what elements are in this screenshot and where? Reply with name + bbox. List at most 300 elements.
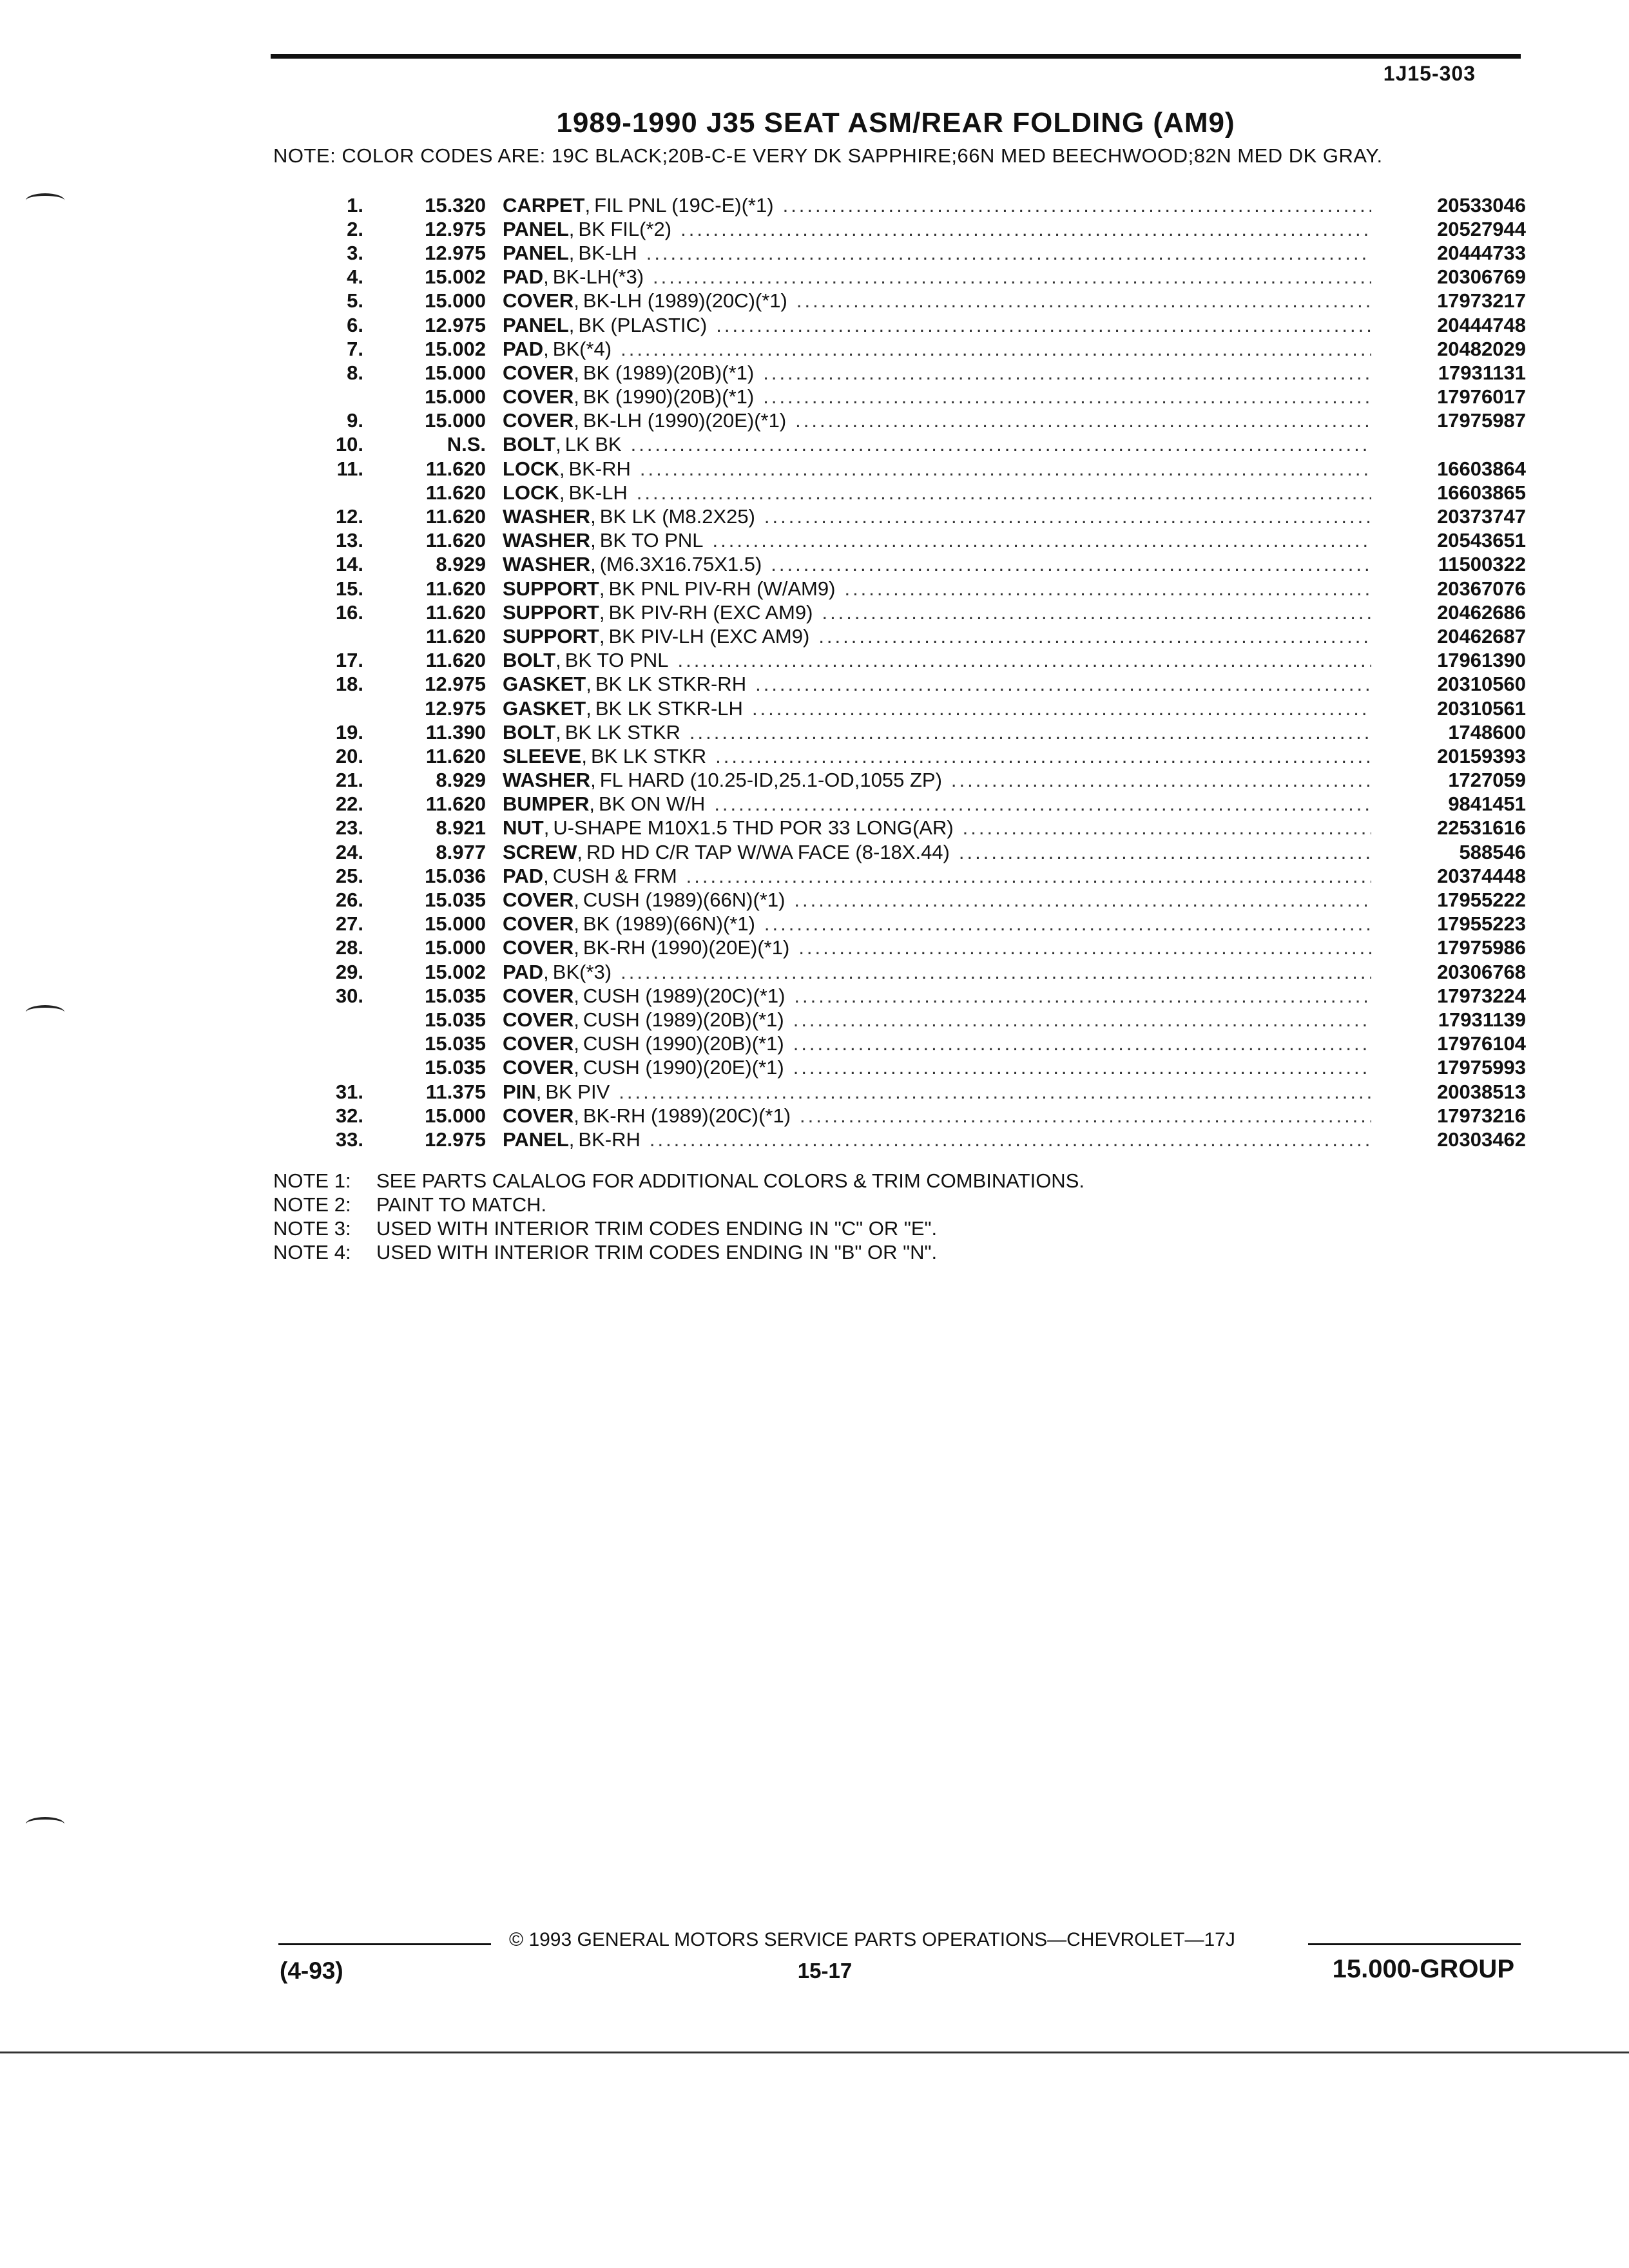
part-detail: BK LK STKR [564,720,680,744]
part-row [273,769,1526,793]
part-detail: FIL PNL (19C-E)(*1) [594,193,774,216]
part-separator: , [559,457,565,480]
part-separator: , [543,337,549,360]
part-description [503,457,1391,481]
part-row [273,984,1526,1008]
dot-leader [959,841,1371,864]
part-separator: , [555,720,561,744]
part-ref-number: 2. [347,217,363,240]
part-group-number: 15.000 [425,1104,486,1127]
part-detail: BK-RH (1990)(20E)(*1) [583,936,790,959]
part-group-number: 15.035 [425,889,486,912]
part-name: WASHER [503,505,591,528]
part-ref-number: 13. [335,529,363,552]
part-ref-number: 26. [335,889,363,912]
part-name: WASHER [503,769,591,792]
dot-leader [678,649,1371,672]
part-separator: , [555,649,561,672]
part-separator: , [589,793,595,816]
part-ref-number: 30. [335,984,363,1007]
part-ref-number: 28. [335,936,363,959]
part-detail: BK (PLASTIC) [578,313,708,336]
part-separator: , [543,265,549,289]
part-row [273,409,1526,433]
part-name: CARPET [503,193,585,216]
footnote-label: NOTE 3: [273,1217,351,1240]
part-name: COVER [503,409,574,432]
part-description [503,1008,1391,1032]
part-number: 17955223 [1437,912,1526,936]
part-number: 17975987 [1437,409,1526,432]
dot-leader [793,1008,1371,1032]
dot-leader [795,409,1371,432]
dot-leader [818,625,1371,648]
part-separator: , [574,409,579,432]
part-number: 20306768 [1437,960,1526,983]
part-ref-number: 17. [335,649,363,672]
part-row [273,1128,1526,1151]
part-description [503,361,1391,385]
part-ref-number: 22. [335,793,363,816]
dot-leader [793,1032,1371,1055]
footnote [273,1216,1084,1240]
part-description [503,289,1391,312]
part-row [273,505,1526,528]
part-name: SUPPORT [503,624,599,648]
part-number: 9841451 [1448,793,1526,816]
part-description [503,745,1391,768]
part-description [503,601,1391,624]
part-row [273,720,1526,744]
dot-leader [621,338,1371,361]
part-ref-number: 15. [335,577,363,600]
part-group-number: 15.036 [425,864,486,887]
part-separator: , [568,217,575,240]
part-number: 20038513 [1437,1080,1526,1103]
part-ref-number: 19. [335,720,363,744]
part-description [503,769,1391,792]
part-separator: , [574,1056,579,1079]
part-detail: BK PIV-RH (EXC AM9) [608,601,813,624]
part-row [273,936,1526,960]
part-number: 20482029 [1437,337,1526,360]
footnote-text: SEE PARTS CALALOG FOR ADDITIONAL COLORS & TRIM COMBINATIONS. [376,1169,1084,1192]
part-detail: BK (1989)(66N)(*1) [583,912,755,936]
part-name: PANEL [503,217,569,240]
part-ref-number: 8. [347,361,363,384]
part-number: 17931131 [1438,361,1526,384]
part-detail: CUSH & FRM [552,864,677,887]
part-description [503,481,1391,505]
part-number: 20444748 [1437,313,1526,336]
dot-leader [783,194,1371,217]
part-row [273,313,1526,337]
dot-leader [793,1056,1371,1079]
footnote-label: NOTE 2: [273,1193,351,1216]
part-separator: , [543,960,549,983]
part-separator: , [574,361,579,384]
top-rule [271,54,1521,59]
dot-leader [653,265,1371,289]
part-number: 20310560 [1437,673,1526,696]
part-number: 20462687 [1437,624,1526,648]
part-number: 17973224 [1437,984,1526,1007]
part-detail: BK PIV [545,1080,610,1103]
part-separator: , [584,193,591,216]
part-detail: BK PNL PIV-RH (W/AM9) [608,577,836,600]
dot-leader [631,433,1371,456]
part-ref-number: 31. [335,1080,363,1103]
part-row [273,1056,1526,1080]
part-name: COVER [503,1056,574,1079]
part-description [503,505,1391,528]
footer-rule-right [1308,1943,1521,1945]
part-row [273,193,1526,217]
dot-leader [798,936,1371,959]
dot-leader [689,721,1371,744]
part-ref-number: 27. [335,912,363,936]
dot-leader [763,385,1371,408]
part-description [503,218,1391,241]
part-name: COVER [503,289,574,312]
part-description [503,985,1391,1008]
page-number: 15-17 [797,1959,853,1983]
part-row [273,577,1526,601]
part-name: COVER [503,889,574,912]
dot-leader [680,218,1371,241]
part-group-number: 15.000 [425,361,486,384]
part-row [273,1080,1526,1104]
part-separator: , [568,241,575,264]
part-row [273,673,1526,697]
part-number: 17973216 [1437,1104,1526,1127]
part-detail: BK-RH (1989)(20C)(*1) [583,1104,791,1127]
part-number: 20527944 [1437,217,1526,240]
part-row [273,697,1526,720]
part-description [503,409,1391,432]
part-name: COVER [503,984,574,1007]
part-separator: , [599,601,605,624]
dot-leader [619,1081,1371,1104]
part-group-number: 15.002 [425,265,486,289]
part-detail: BK-LH(*3) [552,265,644,289]
part-name: BOLT [503,720,556,744]
part-detail: CUSH (1990)(20E)(*1) [583,1056,784,1079]
part-row [273,265,1526,289]
part-ref-number: 20. [335,744,363,767]
part-description [503,649,1391,672]
part-description [503,385,1391,408]
part-description [503,793,1391,816]
dot-leader [800,1104,1371,1128]
part-number: 20303462 [1437,1128,1526,1151]
part-number: 17973217 [1437,289,1526,312]
part-description [503,1081,1391,1104]
dot-leader [637,481,1371,505]
part-group-number: 11.620 [425,649,486,672]
part-row [273,553,1526,577]
part-name: COVER [503,1032,574,1055]
part-separator: , [574,1104,579,1127]
date-code: (4-93) [280,1957,343,1984]
part-number: 20462686 [1437,601,1526,624]
part-description [503,889,1391,912]
part-group-number: 12.975 [425,1128,486,1151]
part-name: PAD [503,265,544,289]
part-separator: , [590,529,596,552]
part-description [503,816,1391,840]
part-row [273,1008,1526,1032]
part-name: BUMPER [503,793,590,816]
binder-hole-mark [26,1817,64,1831]
part-separator: , [581,744,587,767]
part-description [503,265,1391,289]
part-group-number: 12.975 [425,217,486,240]
part-ref-number: 18. [335,673,363,696]
part-name: COVER [503,385,574,408]
footnote-text: PAINT TO MATCH. [376,1193,547,1216]
part-row [273,289,1526,313]
part-number: 17931139 [1438,1008,1526,1031]
part-separator: , [543,816,550,840]
part-detail: BK-LH [568,481,628,504]
dot-leader [794,985,1371,1008]
part-detail: BK LK STKR [590,744,707,767]
part-detail: BK LK STKR-LH [595,697,743,720]
parts-list [273,193,1526,1152]
part-detail: RD HD C/R TAP W/WA FACE (8-18X.44) [586,840,950,863]
part-row [273,457,1526,481]
part-detail: BK TO PNL [599,529,704,552]
part-description [503,912,1391,936]
part-number: 1748600 [1448,720,1526,744]
part-group-number: 11.375 [425,1080,486,1103]
part-detail: BK(*3) [552,960,612,983]
part-number: 20444733 [1437,241,1526,264]
part-description [503,936,1391,959]
part-group-number: N.S. [447,433,486,456]
dot-leader [752,697,1371,720]
part-separator: , [599,624,605,648]
part-name: GASKET [503,673,586,696]
part-ref-number: 24. [335,840,363,863]
footnote [273,1169,1084,1193]
part-number: 20533046 [1437,193,1526,216]
part-ref-number: 16. [335,601,363,624]
part-detail: BK-RH [568,457,631,480]
dot-leader [715,745,1371,768]
part-separator: , [559,481,565,504]
part-number: 17975986 [1437,936,1526,959]
part-detail: BK LK (M8.2X25) [599,505,755,528]
part-group-number: 11.620 [425,744,486,767]
part-detail: CUSH (1989)(20B)(*1) [583,1008,784,1031]
part-ref-number: 25. [335,864,363,887]
part-group-number: 15.320 [425,193,486,216]
part-row [273,481,1526,505]
dot-leader [640,457,1371,481]
footnote-text: USED WITH INTERIOR TRIM CODES ENDING IN "C" OR "E". [376,1217,938,1240]
part-name: LOCK [503,457,559,480]
part-name: PAD [503,960,544,983]
part-group-number: 15.035 [425,1032,486,1055]
part-name: COVER [503,361,574,384]
part-group-number: 15.002 [425,960,486,983]
part-separator: , [574,385,579,408]
part-name: SLEEVE [503,744,582,767]
part-ref-number: 4. [347,265,363,289]
part-name: WASHER [503,529,591,552]
part-ref-number: 21. [335,769,363,792]
part-separator: , [574,1008,579,1031]
part-row [273,864,1526,888]
part-detail: BK-LH [578,241,637,264]
part-separator: , [543,864,549,887]
part-ref-number: 3. [347,241,363,264]
part-ref-number: 7. [347,337,363,360]
part-detail: (M6.3X16.75X1.5) [599,553,762,576]
footnote-label: NOTE 4: [273,1241,351,1264]
part-group-number: 11.390 [425,720,486,744]
part-description [503,673,1391,696]
part-separator: , [590,553,596,576]
part-number: 588546 [1459,840,1526,863]
part-separator: , [568,1128,575,1151]
part-name: SUPPORT [503,577,599,600]
part-group-number: 12.975 [425,673,486,696]
dot-leader [713,529,1371,552]
part-ref-number: 9. [347,409,363,432]
part-number: 17976104 [1437,1032,1526,1055]
part-description [503,841,1391,864]
part-group-number: 15.035 [425,984,486,1007]
part-group-number: 15.000 [425,385,486,408]
part-row [273,1104,1526,1128]
part-description [503,242,1391,265]
part-group-number: 8.977 [436,840,486,863]
part-number: 20373747 [1437,505,1526,528]
part-separator: , [590,505,596,528]
part-detail: BK-RH [578,1128,641,1151]
part-detail: BK LK STKR-RH [595,673,747,696]
part-number: 22531616 [1437,816,1526,840]
part-name: COVER [503,912,574,936]
part-separator: , [599,577,605,600]
part-name: PAD [503,864,544,887]
part-detail: BK FIL(*2) [578,217,672,240]
dot-leader [621,961,1371,984]
part-row [273,601,1526,624]
dot-leader [716,314,1371,337]
part-row [273,888,1526,912]
part-number: 17961390 [1437,649,1526,672]
part-row [273,793,1526,816]
part-separator: , [574,289,579,312]
part-group-number: 11.620 [425,529,486,552]
part-group-number: 15.000 [425,936,486,959]
part-name: SCREW [503,840,577,863]
part-group-number: 11.620 [425,457,486,480]
footnote-label: NOTE 1: [273,1169,351,1192]
scan-edge-line [0,2052,1629,2053]
part-number: 20543651 [1437,529,1526,552]
dot-leader [650,1128,1371,1151]
part-name: PANEL [503,313,569,336]
part-description [503,697,1391,720]
dot-leader [646,242,1371,265]
part-detail: BK PIV-LH (EXC AM9) [608,624,810,648]
part-ref-number: 5. [347,289,363,312]
part-description [503,194,1391,217]
part-detail: CUSH (1990)(20B)(*1) [583,1032,784,1055]
part-separator: , [574,1032,579,1055]
part-group-number: 15.000 [425,289,486,312]
group-code: 15.000-GROUP [1332,1955,1514,1983]
footnote [273,1240,1084,1264]
dot-leader [822,601,1371,624]
part-number: 16603865 [1437,481,1526,504]
copyright-line: © 1993 GENERAL MOTORS SERVICE PARTS OPERATIONS—CHEVROLET—17J [509,1929,1235,1950]
part-group-number: 15.035 [425,1008,486,1031]
part-ref-number: 10. [335,433,363,456]
part-description [503,529,1391,552]
part-description [503,314,1391,337]
part-group-number: 12.975 [425,697,486,720]
dot-leader [963,816,1371,840]
part-description [503,1032,1391,1055]
part-name: NUT [503,816,544,840]
part-separator: , [555,433,561,456]
part-ref-number: 32. [335,1104,363,1127]
part-separator: , [586,697,592,720]
part-name: WASHER [503,553,591,576]
part-ref-number: 1. [347,193,363,216]
footnote [273,1193,1084,1216]
part-detail: BK-LH (1990)(20E)(*1) [583,409,787,432]
part-group-number: 15.000 [425,409,486,432]
part-ref-number: 14. [335,553,363,576]
dot-leader [794,889,1371,912]
part-row [273,1032,1526,1056]
dot-leader [764,505,1371,528]
dot-leader [763,361,1371,385]
part-name: GASKET [503,697,586,720]
part-description [503,338,1391,361]
part-name: COVER [503,1008,574,1031]
part-group-number: 11.620 [425,481,486,504]
part-group-number: 15.035 [425,1056,486,1079]
part-number: 20159393 [1437,744,1526,767]
part-group-number: 8.929 [436,769,486,792]
part-row [273,816,1526,840]
part-ref-number: 33. [335,1128,363,1151]
part-group-number: 15.002 [425,337,486,360]
part-separator: , [574,936,579,959]
part-row [273,649,1526,673]
part-detail: BK TO PNL [564,649,669,672]
part-number: 17976017 [1437,385,1526,408]
part-separator: , [586,673,592,696]
part-number: 1727059 [1448,769,1526,792]
part-number: 20367076 [1437,577,1526,600]
part-separator: , [574,889,579,912]
part-number: 17955222 [1437,889,1526,912]
page-title: 1989-1990 J35 SEAT ASM/REAR FOLDING (AM9) [556,107,1235,139]
dot-leader [951,769,1371,792]
dot-leader [755,673,1371,696]
dot-leader [796,289,1371,312]
part-separator: , [535,1080,542,1103]
